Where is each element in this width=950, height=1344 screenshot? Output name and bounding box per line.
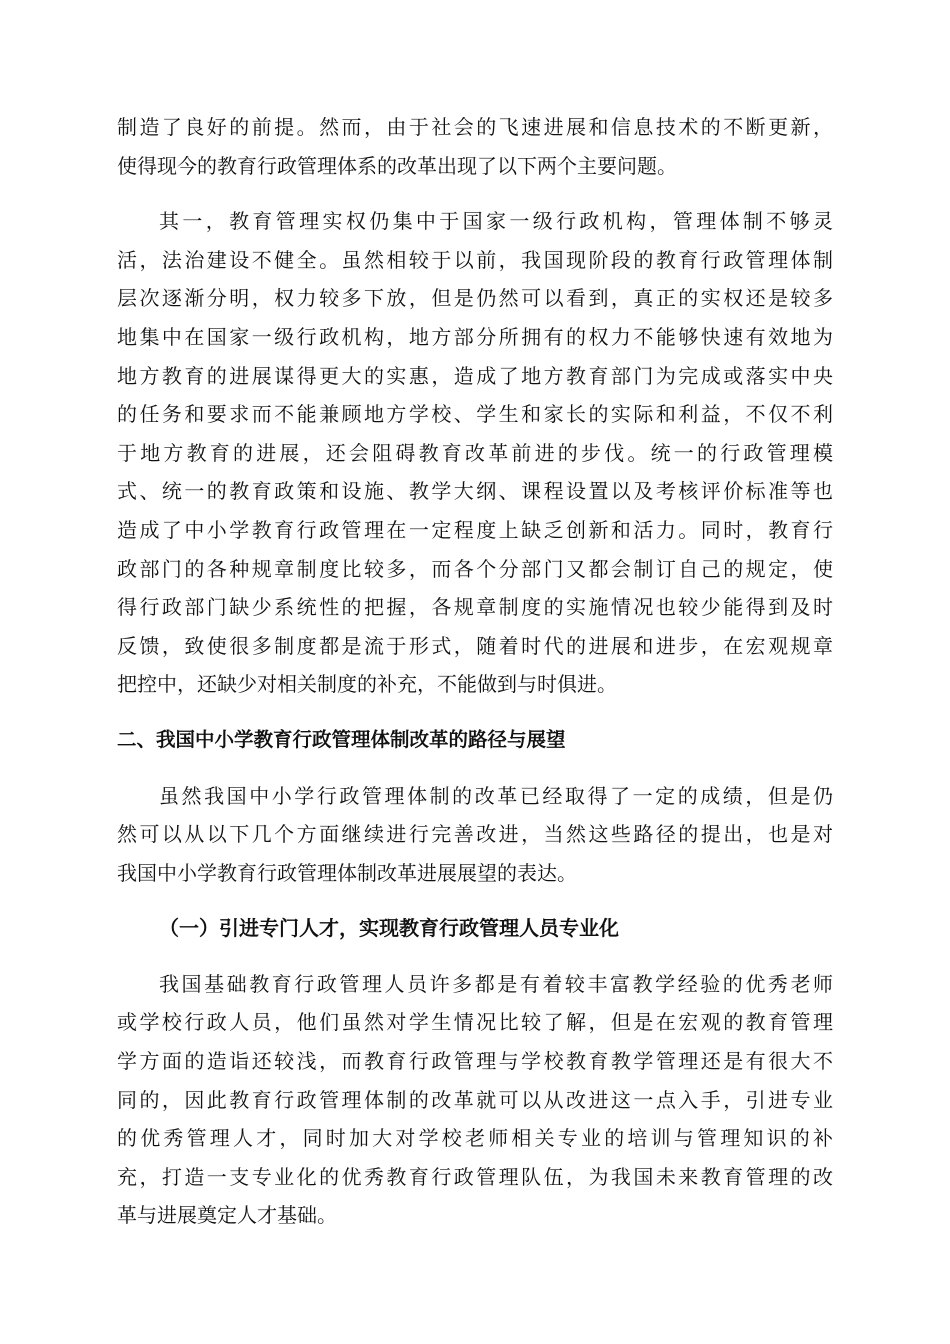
text-line: 活，法治建设不健全。虽然相较于以前，我国现阶段的教育行政管理体制 [117,247,833,272]
text-line: 政部门的各种规章制度比较多，而各个分部门又都会制订自己的规定，使 [117,556,833,581]
text-line: 制造了良好的前提。然而，由于社会的飞速进展和信息技术的不断更新， [117,115,833,139]
text-line: 我国基础教育行政管理人员许多都是有着较丰富教学经验的优秀老师 [159,971,833,996]
text-line: 我国中小学教育行政管理体制改革进展展望的表达。 [117,860,577,885]
text-line: 于地方教育的进展，还会阻碍教育改革前进的步伐。统一的行政管理模 [117,440,833,465]
text-line: 使得现今的教育行政管理体系的改革出现了以下两个主要问题。 [117,153,677,178]
text-line: 式、统一的教育政策和设施、教学大纲、课程设置以及考核评价标准等也 [117,479,833,504]
text-line: 反馈，致使很多制度都是流于形式，随着时代的进展和进步，在宏观规章 [117,633,833,658]
paragraph-paths [117,777,833,893]
text-line: 地方教育的进展谋得更大的实惠，造成了地方教育部门为完成或落实中央 [117,363,833,388]
text-line: 把控中，还缺少对相关制度的补充，不能做到与时俱进。 [117,672,617,697]
subsection-heading: （一）引进专门人才，实现教育行政管理人员专业化 [159,916,619,941]
text-line: 革与进展奠定人才基础。 [117,1203,337,1228]
text-line: 造成了中小学教育行政管理在一定程度上缺乏创新和活力。同时，教育行 [117,517,833,542]
text-line: 或学校行政人员，他们虽然对学生情况比较了解，但是在宏观的教育管理 [117,1010,833,1035]
paragraph-problem-one [117,202,833,704]
text-line: 的任务和要求而不能兼顾地方学校、学生和家长的实际和利益，不仅不利 [117,402,833,427]
paragraph-intro [117,108,833,185]
text-line: 然可以从以下几个方面继续进行完善改进，当然这些路径的提出，也是对 [117,822,833,847]
text-line: 的优秀管理人才，同时加大对学校老师相关专业的培训与管理知识的补 [117,1126,833,1151]
paragraph-talent [117,965,833,1235]
text-line: 地集中在国家一级行政机构，地方部分所拥有的权力不能够快速有效地为 [117,324,833,349]
document-page [117,108,833,1235]
text-line: 层次逐渐分明，权力较多下放，但是仍然可以看到，真正的实权还是较多 [117,286,833,311]
text-line: 充，打造一支专业化的优秀教育行政管理队伍，为我国未来教育管理的改 [117,1164,833,1189]
text-line: 得行政部门缺少系统性的把握，各规章制度的实施情况也较少能得到及时 [117,595,833,620]
section-heading: 二、我国中小学教育行政管理体制改革的路径与展望 [117,727,566,751]
text-line: 其一，教育管理实权仍集中于国家一级行政机构，管理体制不够灵 [159,209,833,234]
text-line: 虽然我国中小学行政管理体制的改革已经取得了一定的成绩，但是仍 [159,783,833,808]
text-line: 同的，因此教育行政管理体制的改革就可以从改进这一点入手，引进专业 [117,1087,833,1112]
text-line: 学方面的造诣还较浅，而教育行政管理与学校教育教学管理还是有很大不 [117,1049,833,1074]
